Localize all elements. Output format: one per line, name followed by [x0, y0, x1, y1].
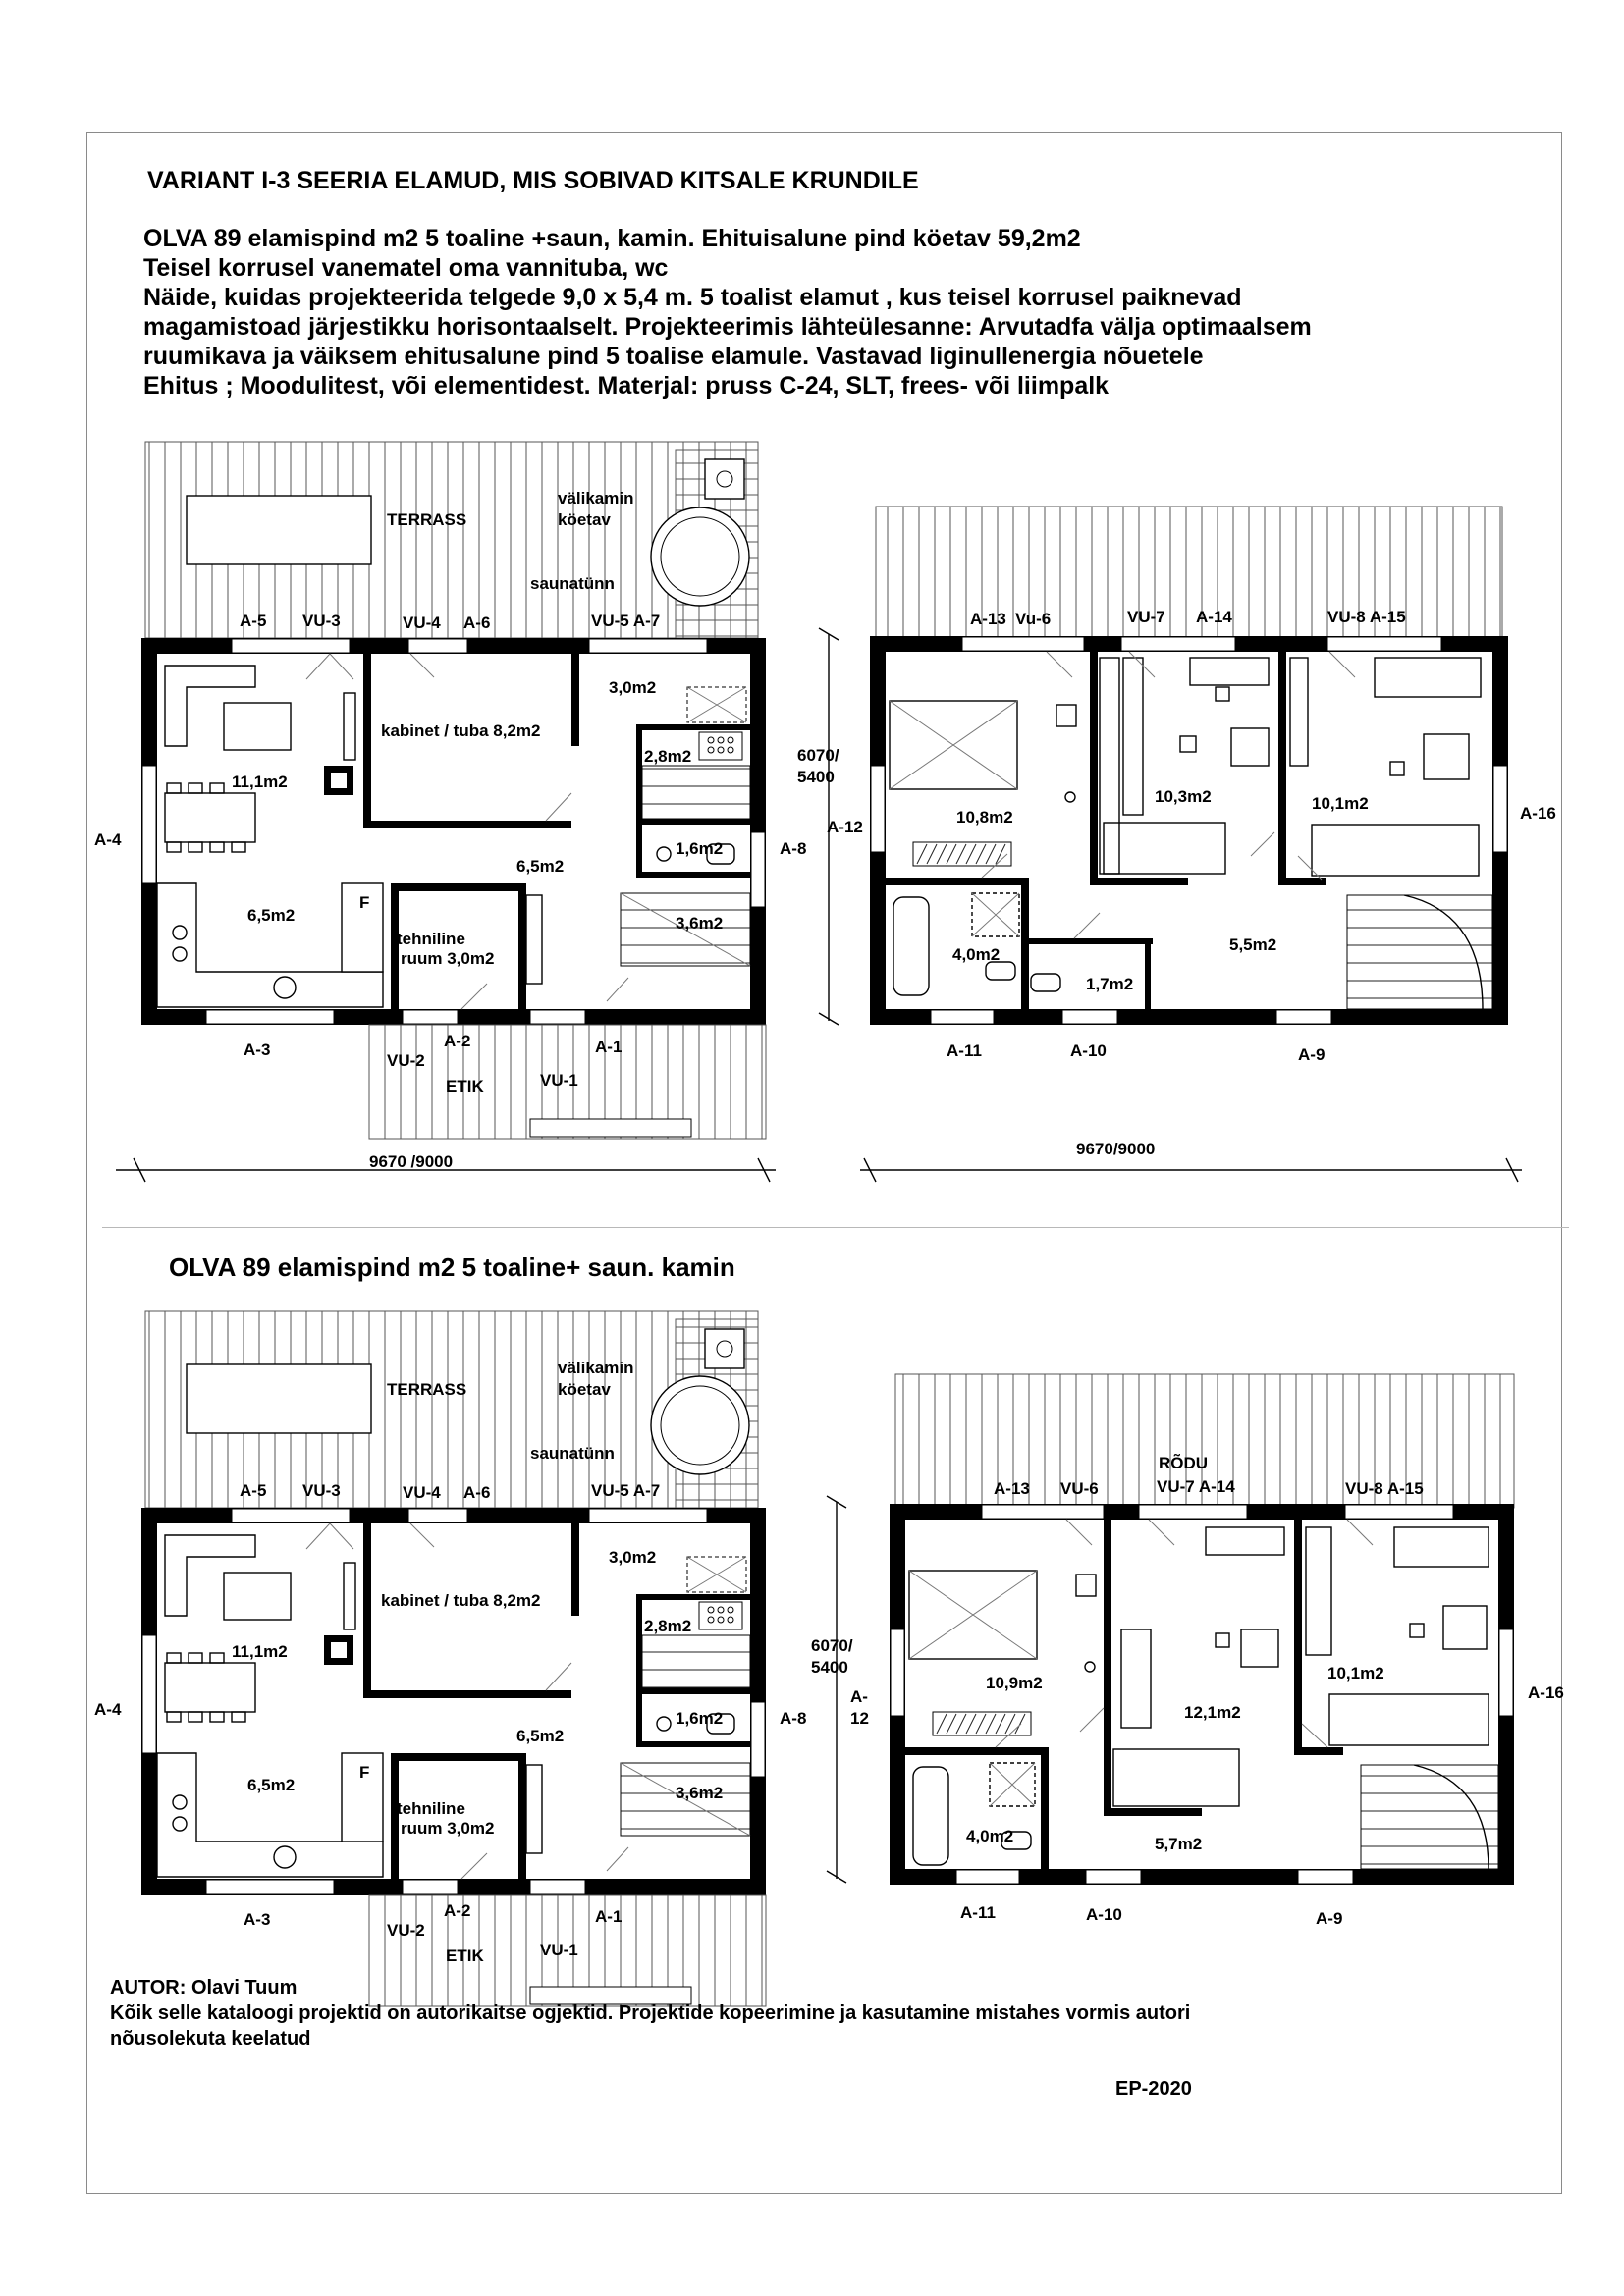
window-mark: A-11 — [960, 1903, 996, 1922]
room-area: 12,1m2 — [1184, 1703, 1241, 1722]
room-area: 5,5m2 — [1229, 935, 1277, 954]
room-area: 6,5m2 — [247, 906, 296, 925]
window-mark: Vu-6 — [1015, 610, 1052, 628]
upper-floor-plan-1 — [797, 507, 1556, 1182]
window-mark: VU-4 — [403, 614, 441, 632]
window-mark: A-10 — [1070, 1041, 1107, 1060]
window-mark: A-9 — [1316, 1909, 1343, 1928]
intro-line: Teisel korrusel vanematel oma vannituba, wc — [143, 254, 669, 282]
window-mark: A-3 — [244, 1041, 271, 1059]
copyright-line: Kõik selle kataloogi projektid on autorikaitse ogjektid. Projektide kopeerimine ja kasutamine mistahes vormis autori — [110, 2002, 1191, 2024]
ground-floor-plan-1 — [94, 442, 806, 1182]
room-label: ruum 3,0m2 — [401, 1819, 495, 1838]
dimension-label: 5400 — [797, 768, 835, 786]
room-area: 3,0m2 — [609, 678, 657, 697]
room-label: tehniline — [397, 930, 465, 948]
wall — [750, 638, 766, 1025]
room-label: saunatünn — [530, 574, 615, 593]
window-mark: A- — [850, 1687, 868, 1706]
author: AUTOR: Olavi Tuum — [110, 1977, 298, 1999]
window-mark: A-14 — [1196, 608, 1232, 626]
window-mark: A-16 — [1528, 1683, 1564, 1702]
intro-line: magamistoad järjestikku horisontaalselt. Projekteerimis lähteülesanne: Arvutadfa välja optimaalsem — [143, 313, 1312, 341]
dimension-label: 9670 /9000 — [369, 1152, 454, 1171]
room-label: kabinet / tuba 8,2m2 — [381, 721, 541, 740]
footer — [110, 1975, 1190, 2052]
window-mark: VU-7 A-14 — [1157, 1477, 1235, 1496]
window-mark: A-5 — [240, 1481, 267, 1500]
copyright-line: nõusolekuta keelatud — [110, 2028, 311, 2050]
window-mark: A-4 — [94, 830, 122, 849]
window-mark: A-8 — [780, 1709, 807, 1728]
dimension-label: 5400 — [811, 1658, 848, 1677]
room-label: köetav — [558, 510, 611, 529]
window-mark: A-2 — [444, 1901, 471, 1920]
window-mark: A-8 — [780, 839, 807, 858]
window-mark: A-1 — [595, 1907, 623, 1926]
variant-title: VARIANT I-3 SEERIA ELAMUD, MIS SOBIVAD KITSALE KRUNDILE — [147, 167, 919, 194]
section2-title: OLVA 89 elamispind m2 5 toaline+ saun. kamin — [169, 1253, 735, 1282]
room-area: 10,8m2 — [956, 808, 1013, 827]
room-area: 1,6m2 — [676, 1709, 724, 1728]
room-area: 10,9m2 — [986, 1674, 1043, 1692]
room-label: RÕDU — [1159, 1454, 1209, 1472]
window-mark: 12 — [850, 1709, 869, 1728]
sheet-code: EP-2020 — [1115, 2078, 1192, 2100]
window-mark: A-12 — [827, 818, 863, 836]
room-area: 11,1m2 — [232, 773, 288, 791]
window-mark: A-4 — [94, 1700, 122, 1719]
window-mark: A-9 — [1298, 1045, 1326, 1064]
window-mark: A-16 — [1520, 804, 1556, 823]
outdoor-fireplace — [705, 459, 744, 499]
window-mark: VU-1 — [540, 1071, 578, 1090]
intro-line: OLVA 89 elamispind m2 5 toaline +saun, kamin. Ehituisalune pind köetav 59,2m2 — [143, 225, 1081, 252]
intro-line: ruumikava ja väiksem ehitusalune pind 5 toalise elamule. Vastavad liginullenergia nõuetele — [143, 343, 1204, 370]
window-mark: A-1 — [595, 1038, 623, 1056]
window-mark: A-3 — [244, 1910, 271, 1929]
window-mark: VU-3 — [302, 612, 341, 630]
dimension-label: 6070/ — [811, 1636, 853, 1655]
room-area: 10,1m2 — [1327, 1664, 1384, 1682]
window-mark: VU-7 — [1127, 608, 1165, 626]
ground-floor-plan-2 — [94, 1311, 806, 2006]
room-area: 6,5m2 — [516, 1727, 565, 1745]
window-mark: A-13 — [994, 1479, 1030, 1498]
room-label: ETIK — [446, 1947, 484, 1965]
window-mark: VU-2 — [387, 1051, 425, 1070]
room-area: 2,8m2 — [644, 1617, 692, 1635]
window-mark: VU-8 A-15 — [1345, 1479, 1424, 1498]
room-label: TERRASS — [387, 510, 467, 529]
window-mark: VU-2 — [387, 1921, 425, 1940]
room-area: 3,6m2 — [676, 1784, 724, 1802]
room-label: tehniline — [397, 1799, 465, 1818]
room-area: 10,1m2 — [1312, 794, 1369, 813]
window-mark: A-10 — [1086, 1905, 1122, 1924]
hot-tub — [651, 507, 749, 606]
appliance-label: F — [359, 893, 370, 912]
room-area: 10,3m2 — [1155, 787, 1212, 806]
window-mark: A-13 — [970, 610, 1006, 628]
appliance-label: F — [359, 1763, 370, 1782]
intro-line: Ehitus ; Moodulitest, või elementidest. Materjal: pruss C-24, SLT, frees- või liimpalk — [143, 372, 1110, 400]
room-area: 6,5m2 — [516, 857, 565, 876]
outdoor-table — [187, 496, 371, 564]
window-mark: A-11 — [947, 1041, 982, 1060]
room-area: 3,6m2 — [676, 914, 724, 933]
intro-line: Näide, kuidas projekteerida telgede 9,0 x 5,4 m. 5 toalist elamut , kus teisel korrusel paiknevad — [143, 284, 1242, 311]
window-mark: A-2 — [444, 1032, 471, 1050]
window-mark: VU-6 — [1060, 1479, 1099, 1498]
room-label: välikamin — [558, 489, 634, 507]
room-area: 11,1m2 — [232, 1642, 288, 1661]
window-mark: A-6 — [463, 614, 491, 632]
room-area: 2,8m2 — [644, 747, 692, 766]
room-area: 4,0m2 — [966, 1827, 1014, 1845]
room-label: ETIK — [446, 1077, 484, 1095]
room-label: kabinet / tuba 8,2m2 — [381, 1591, 541, 1610]
window-mark: VU-3 — [302, 1481, 341, 1500]
dimension-label: 6070/ — [797, 746, 839, 765]
window-mark: VU-5 A-7 — [591, 612, 661, 630]
room-label: saunatünn — [530, 1444, 615, 1463]
room-area: 1,7m2 — [1086, 975, 1134, 993]
room-label: ruum 3,0m2 — [401, 949, 495, 968]
room-area: 4,0m2 — [952, 945, 1001, 964]
upper-floor-plan-2 — [811, 1374, 1564, 1928]
window-mark: VU-5 A-7 — [591, 1481, 661, 1500]
room-area: 5,7m2 — [1155, 1835, 1203, 1853]
room-area: 6,5m2 — [247, 1776, 296, 1794]
room-label: köetav — [558, 1380, 611, 1399]
room-label: TERRASS — [387, 1380, 467, 1399]
room-area: 3,0m2 — [609, 1548, 657, 1567]
room-area: 1,6m2 — [676, 839, 724, 858]
window-mark: VU-8 A-15 — [1327, 608, 1406, 626]
room-label: välikamin — [558, 1359, 634, 1377]
window-mark: A-5 — [240, 612, 267, 630]
window-mark: VU-1 — [540, 1941, 578, 1959]
window-mark: A-6 — [463, 1483, 491, 1502]
window-mark: VU-4 — [403, 1483, 441, 1502]
dimension-label: 9670/9000 — [1076, 1140, 1156, 1158]
